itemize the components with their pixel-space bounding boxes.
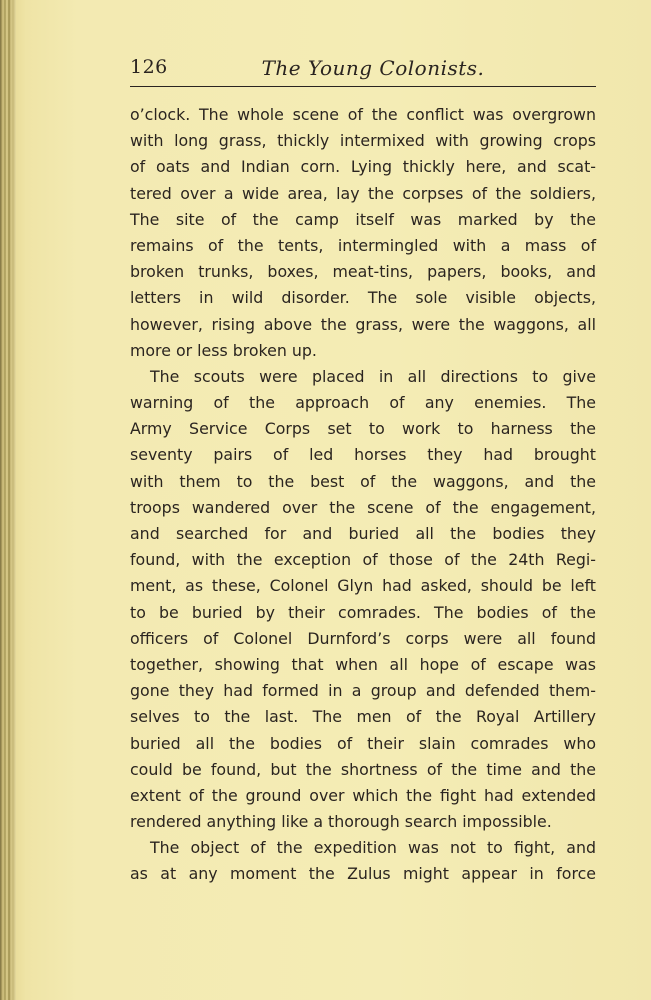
text-line: Army Service Corps set to work to harness the [130, 419, 596, 439]
text-line: to be buried by their comrades. The bodies of the [130, 602, 596, 622]
paragraph [130, 102, 596, 364]
text-line: The object of the expedition was not to fight, and [150, 838, 596, 858]
text-line: as at any moment the Zulus might appear in force [130, 864, 596, 884]
paragraph [130, 835, 596, 887]
text-line: The scouts were placed in all directions to give [150, 366, 596, 386]
text-line: with them to the best of the waggons, and the [130, 471, 596, 491]
book-spine-edge [0, 0, 16, 1000]
running-title: The Young Colonists. [261, 56, 485, 80]
text-line: of oats and Indian corn. Lying thickly here, and scat- [130, 157, 596, 177]
text-line: more or less broken up. [130, 340, 317, 360]
text-line: seventy pairs of led horses they had brought [130, 445, 596, 465]
paragraph [130, 364, 596, 835]
text-line: ment, as these, Colonel Glyn had asked, should be left [130, 576, 596, 596]
text-line: however, rising above the grass, were the waggons, all [130, 314, 596, 334]
text-line: with long grass, thickly intermixed with growing crops [130, 131, 596, 151]
text-line: o’clock. The whole scene of the conflict was overgrown [130, 105, 596, 124]
text-line: extent of the ground over which the fight had extended [130, 785, 596, 805]
text-line: broken trunks, boxes, meat-tins, papers, books, and [130, 262, 596, 282]
text-line: remains of the tents, intermingled with a mass of [130, 235, 596, 255]
text-line: tered over a wide area, lay the corpses of the soldiers, [130, 183, 596, 203]
text-line: troops wandered over the scene of the engagement, [130, 497, 596, 517]
text-line: found, with the exception of those of the 24th Regi- [130, 550, 596, 570]
text-line: letters in wild disorder. The sole visible objects, [130, 288, 596, 308]
text-line: buried all the bodies of their slain comrades who [130, 733, 596, 753]
text-line: The site of the camp itself was marked by the [130, 209, 596, 229]
body-text [130, 102, 596, 888]
text-line: gone they had formed in a group and defended them- [130, 681, 596, 701]
text-line: could be found, but the shortness of the time and the [130, 759, 596, 779]
page-header [130, 50, 596, 87]
page-number: 126 [130, 56, 168, 78]
text-line: and searched for and buried all the bodies they [130, 524, 596, 543]
text-line: officers of Colonel Durnford’s corps were all found [130, 628, 596, 648]
text-line: rendered anything like a thorough search impossible. [130, 812, 552, 832]
text-line: selves to the last. The men of the Royal Artillery [130, 707, 596, 727]
text-line: together, showing that when all hope of escape was [130, 654, 596, 674]
text-line: warning of the approach of any enemies. The [130, 393, 596, 413]
